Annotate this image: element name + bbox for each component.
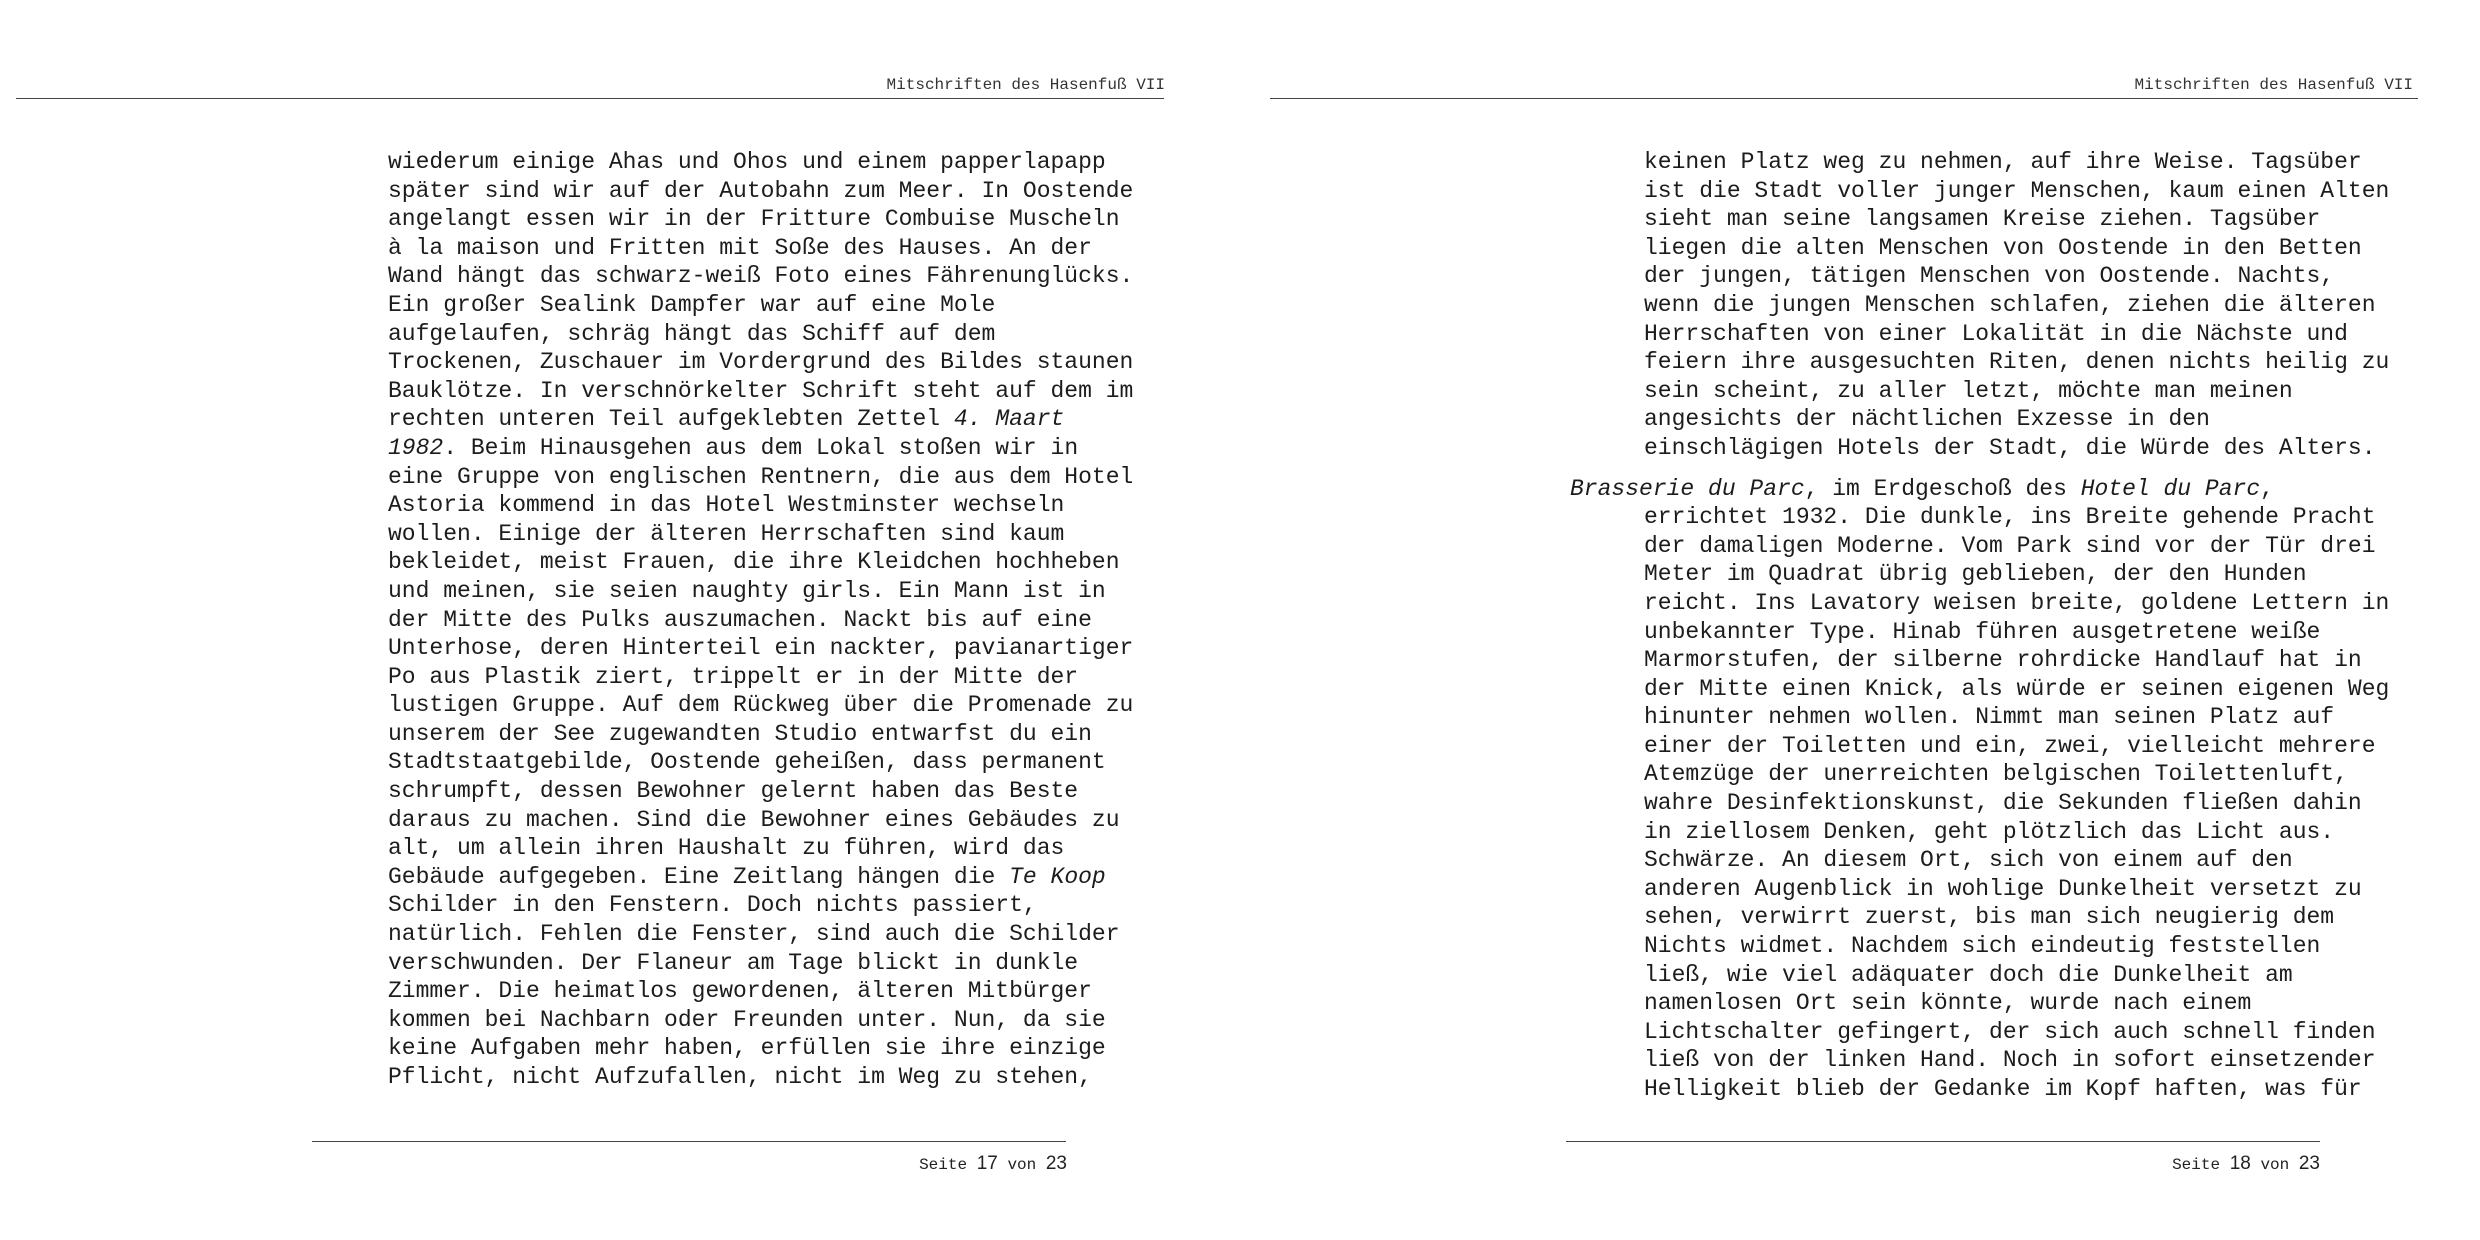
text-line: daraus zu machen. Sind die Bewohner eines Gebäudes zu [388,806,1120,833]
footer-rule [1566,1141,2320,1142]
text-line: ließ von der linken Hand. Noch in sofort einsetzender [1644,1047,2376,1074]
text-line: eine Gruppe von englischen Rentnern, die aus dem Hotel [388,463,1134,490]
text-line: à la maison und Fritten mit Soße des Hauses. An der [388,234,1092,261]
text-line: Schilder in den Fenstern. Doch nichts passiert, [388,892,1037,919]
text-line: Po aus Plastik ziert, trippelt er in der Mitte der [388,663,1079,690]
text-line: Wand hängt das schwarz-weiß Foto eines Fährenunglücks. [388,263,1134,290]
text-line: Stadtstaatgebilde, Oostende geheißen, dass permanent [388,749,1106,776]
text-line: wiederum einige Ahas und Ohos und einem papperlapapp [388,149,1106,175]
text-line: wollen. Einige der älteren Herrschaften sind kaum [388,520,1065,547]
text-line: Brasserie du Parc, im Erdgeschoß des Hotel du Parc, [1570,475,2274,502]
text-line: hinunter nehmen wollen. Nimmt man seinen Platz auf [1644,704,2335,731]
von-label: von [1007,1156,1037,1174]
paragraph-continued [1570,148,2390,463]
text-line: rechten unteren Teil aufgeklebten Zettel 4. Maart [388,406,1065,433]
text-line: Pflicht, nicht Aufzufallen, nicht im Weg zu stehen, [388,1064,1092,1090]
current-page-number: 18 [2229,1153,2251,1174]
italic-date: 4. Maart [953,406,1065,433]
text-line: schrumpft, dessen Bewohner gelernt haben das Beste [388,778,1079,805]
text-line: wenn die jungen Menschen schlafen, ziehen die älteren [1644,291,2376,318]
header-rule [16,98,1164,99]
text-line: ließ, wie viel adäquater doch die Dunkelheit am [1644,961,2293,988]
text-line: Lichtschalter gefingert, der sich auch schnell finden [1644,1018,2376,1045]
text-line: kommen bei Nachbarn oder Freunden unter. Nun, da sie [388,1006,1106,1033]
total-page-count: 23 [1045,1153,1067,1174]
text-line: alt, um allein ihren Haushalt zu führen, wird das [388,835,1065,862]
header-rule [1270,98,2418,99]
text-line: einer der Toiletten und ein, zwei, vielleicht mehrere [1644,732,2376,759]
italic-place-name: Brasserie du Parc [1570,475,1805,502]
text-line: lustigen Gruppe. Auf dem Rückweg über die Promenade zu [388,692,1134,719]
text-line: der damaligen Moderne. Vom Park sind vor der Tür drei [1644,532,2376,559]
text-line: Herrschaften von einer Lokalität in die Nächste und [1644,320,2348,347]
text-line: Bauklötze. In verschnörkelter Schrift steht auf dem im [388,377,1134,404]
text-line: Unterhose, deren Hinterteil ein nackter, pavianartiger [388,635,1134,662]
text-line: Astoria kommend in das Hotel Westminster wechseln [388,492,1065,519]
text-line: sein scheint, zu aller letzt, möchte man meinen [1644,377,2293,404]
text-line: in ziellosem Denken, geht plötzlich das Licht aus. [1644,818,2335,845]
text-line: 1982. Beim Hinausgehen aus dem Lokal stoßen wir in [388,434,1079,461]
text-line: Helligkeit blieb der Gedanke im Kopf haften, was für [1644,1076,2362,1102]
text-line: anderen Augenblick in wohlige Dunkelheit versetzt zu [1644,875,2362,902]
text-line: namenlosen Ort sein könnte, wurde nach einem [1644,990,2252,1017]
text-line: natürlich. Fehlen die Fenster, sind auch die Schilder [388,921,1120,948]
page-number-footer [919,1153,1067,1176]
text-line: der jungen, tätigen Menschen von Oostende. Nachts, [1644,263,2335,290]
text-line: angelangt essen wir in der Fritture Combuise Muscheln [388,206,1120,233]
body-text [388,148,1134,1092]
text-line: und meinen, sie seien naughty girls. Ein Mann ist in [388,577,1106,604]
body-text [1570,148,2390,1104]
von-label: von [2260,1156,2290,1174]
running-header: Mitschriften des Hasenfuß VII [2134,76,2413,94]
italic-date: 1982 [388,434,444,461]
text-line: Nichts widmet. Nachdem sich eindeutig feststellen [1644,933,2321,960]
text-line: Meter im Quadrat übrig geblieben, der den Hunden [1644,561,2307,588]
text-line: einschlägigen Hotels der Stadt, die Würde des Alters. [1644,434,2376,461]
italic-place-name: Hotel du Parc [2080,475,2261,502]
text-line: Gebäude aufgegeben. Eine Zeitlang hängen die Te Koop [388,863,1106,890]
current-page-number: 17 [976,1153,998,1174]
seite-label: Seite [2172,1156,2221,1174]
paragraph-brasserie [1570,475,2390,1104]
text-line: unbekannter Type. Hinab führen ausgetretene weiße [1644,618,2321,645]
text-line: aufgelaufen, schräg hängt das Schiff auf dem [388,320,996,347]
text-line: Atemzüge der unerreichten belgischen Toilettenluft, [1644,761,2348,788]
text-line: errichtet 1932. Die dunkle, ins Breite gehende Pracht [1644,504,2376,531]
text-line: wahre Desinfektionskunst, die Sekunden fließen dahin [1644,790,2362,817]
text-line: liegen die alten Menschen von Oostende in den Betten [1644,234,2362,261]
text-line: feiern ihre ausgesuchten Riten, denen nichts heilig zu [1644,349,2390,376]
italic-term: Te Koop [1009,863,1106,890]
text-line: sieht man seine langsamen Kreise ziehen. Tagsüber [1644,206,2321,233]
text-line: sehen, verwirrt zuerst, bis man sich neugierig dem [1644,904,2335,931]
text-line: unserem der See zugewandten Studio entwarfst du ein [388,720,1092,747]
text-line: ist die Stadt voller junger Menschen, kaum einen Alten [1644,177,2390,204]
paragraph-gap [1570,463,2370,475]
seite-label: Seite [919,1156,968,1174]
text-line: bekleidet, meist Frauen, die ihre Kleidchen hochheben [388,549,1120,576]
page-right [1240,0,2480,1240]
text-line: verschwunden. Der Flaneur am Tage blickt in dunkle [388,949,1079,976]
page-number-footer [2172,1153,2320,1176]
footer-rule [312,1141,1066,1142]
text-line: später sind wir auf der Autobahn zum Meer. In Oostende [388,177,1134,204]
text-line: reicht. Ins Lavatory weisen breite, goldene Lettern in [1644,589,2390,616]
text-line: Schwärze. An diesem Ort, sich von einem auf den [1644,847,2293,874]
text-line: Trockenen, Zuschauer im Vordergrund des Bildes staunen [388,349,1134,376]
text-line: der Mitte des Pulks auszumachen. Nackt bis auf eine [388,606,1092,633]
text-line: Ein großer Sealink Dampfer war auf eine Mole [388,291,996,318]
text-line: keine Aufgaben mehr haben, erfüllen sie ihre einzige [388,1035,1106,1062]
text-line: der Mitte einen Knick, als würde er seinen eigenen Weg [1644,675,2390,702]
text-line: Zimmer. Die heimatlos gewordenen, älteren Mitbürger [388,978,1092,1005]
total-page-count: 23 [2298,1153,2320,1174]
text-line: keinen Platz weg zu nehmen, auf ihre Weise. Tagsüber [1644,149,2362,175]
running-header: Mitschriften des Hasenfuß VII [886,76,1165,94]
text-line: angesichts der nächtlichen Exzesse in den [1644,406,2210,433]
text-line: Marmorstufen, der silberne rohrdicke Handlauf hat in [1644,647,2362,674]
